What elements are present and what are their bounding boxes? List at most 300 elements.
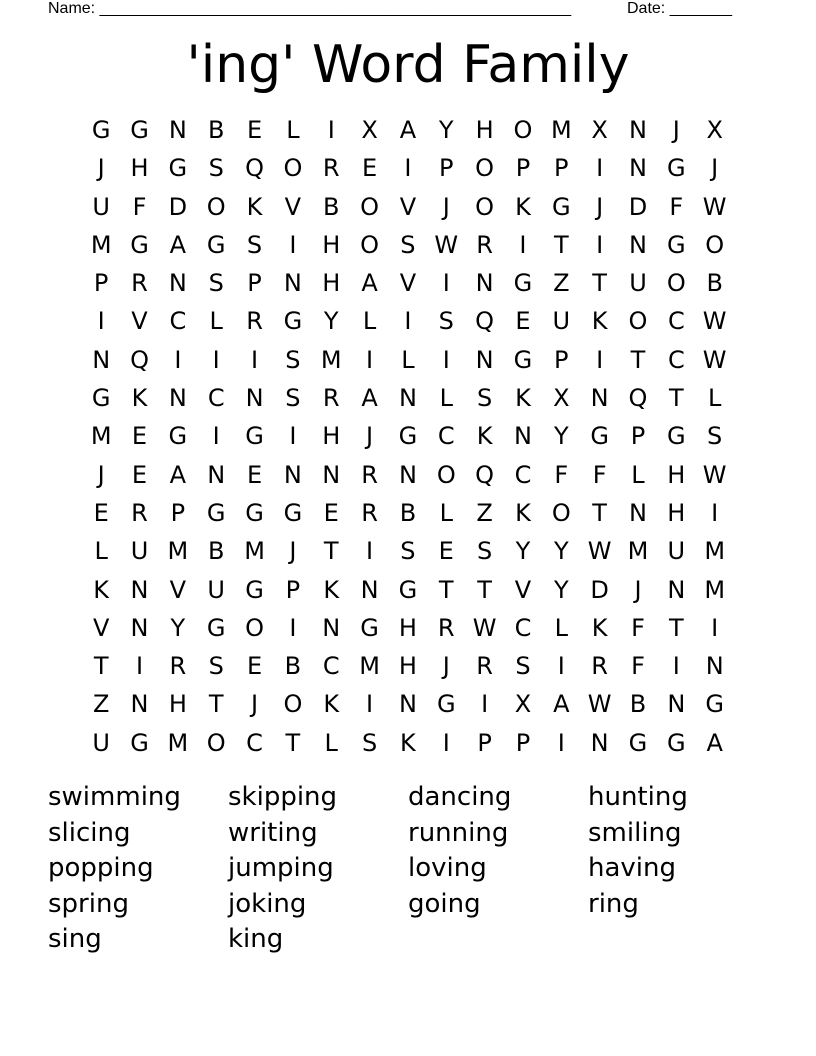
name-field-label: Name: _____________________________________________________ (48, 0, 572, 17)
grid-letter: Y (170, 613, 186, 642)
grid-letter: G (436, 690, 456, 719)
grid-letter: T (208, 690, 224, 719)
grid-letter: G (91, 384, 111, 413)
grid-letter: I (442, 269, 450, 298)
grid-letter: U (207, 575, 225, 604)
grid-letter: X (553, 384, 570, 413)
grid-letter: I (481, 690, 489, 719)
grid-letter: G (667, 728, 686, 757)
grid-letter: N (667, 575, 686, 604)
grid-letter: F (631, 652, 645, 681)
grid-letter: I (97, 307, 105, 336)
grid-letter: I (289, 613, 297, 642)
grid-letter: B (323, 192, 340, 221)
grid-letter: A (553, 690, 570, 719)
grid-letter: G (206, 498, 226, 527)
grid-letter: O (206, 192, 226, 221)
grid-letter: M (167, 537, 189, 566)
grid-letter: S (285, 384, 301, 413)
grid-letter: N (705, 652, 724, 681)
grid-letter: O (628, 307, 648, 336)
grid-letter: B (207, 116, 225, 144)
grid-letter: I (442, 345, 450, 374)
grid-letter: N (168, 116, 187, 144)
grid-letter: H (667, 498, 686, 527)
grid-letter: D (628, 192, 648, 221)
date-field-label: Date: _______ (627, 0, 732, 17)
grid-letter: U (629, 269, 647, 298)
grid-letter: L (554, 613, 568, 642)
grid-letter: R (361, 498, 378, 527)
grid-letter: Y (553, 575, 569, 604)
grid-letter: F (631, 613, 645, 642)
grid-letter: B (706, 269, 723, 298)
grid-letter: J (711, 154, 719, 183)
grid-letter: G (551, 192, 571, 221)
grid-letter: N (360, 575, 379, 604)
grid-letter: N (130, 575, 149, 604)
grid-letter: U (667, 537, 686, 566)
grid-letter: G (283, 498, 303, 527)
grid-letter: H (475, 116, 494, 144)
grid-letter: N (130, 690, 149, 719)
grid-letter: W (702, 345, 727, 374)
grid-letter: N (245, 384, 264, 413)
grid-letter: W (587, 690, 612, 719)
word-list-item: jumping (228, 853, 334, 884)
word-list-item: running (408, 817, 509, 848)
grid-letter: R (131, 269, 148, 298)
grid-letter: G (667, 154, 686, 183)
grid-letter: B (284, 652, 302, 681)
grid-letter: U (92, 192, 110, 221)
grid-letter: K (515, 384, 531, 413)
grid-letter: I (174, 345, 182, 374)
grid-letter: G (130, 230, 149, 259)
grid-letter: C (322, 652, 340, 681)
grid-letter: V (284, 192, 302, 221)
grid-letter: V (131, 307, 148, 336)
grid-letter: Z (476, 498, 493, 527)
grid-letter: C (207, 384, 225, 413)
grid-letter: E (438, 537, 454, 566)
grid-letter: W (472, 613, 497, 642)
grid-letter: L (631, 460, 645, 489)
grid-letter: L (362, 307, 377, 336)
grid-letter: L (209, 307, 223, 336)
grid-letter: L (94, 537, 108, 566)
grid-letter: N (283, 269, 302, 298)
word-list (48, 780, 788, 958)
grid-letter: R (169, 652, 187, 681)
grid-letter: N (168, 269, 187, 298)
grid-letter: S (515, 652, 531, 681)
grid-letter: K (591, 307, 608, 336)
grid-letter: O (666, 269, 686, 298)
grid-letter: S (285, 345, 301, 374)
grid-letter: D (590, 575, 609, 604)
grid-letter: J (634, 575, 642, 604)
grid-letter: P (554, 154, 569, 183)
grid-letter: H (168, 690, 187, 719)
grid-letter: M (550, 116, 572, 144)
grid-letter: K (400, 728, 416, 757)
grid-letter: S (246, 230, 263, 259)
worksheet-header (48, 0, 748, 20)
grid-letter: B (629, 690, 647, 719)
grid-letter: O (705, 230, 725, 259)
grid-letter: C (437, 422, 455, 451)
grid-letter: O (206, 728, 226, 757)
grid-letter: S (208, 154, 224, 183)
grid-letter: L (401, 345, 415, 374)
grid-letter: N (398, 460, 417, 489)
word-list-item: sing (48, 924, 102, 955)
grid-letter: G (667, 230, 686, 259)
grid-letter: O (436, 460, 456, 489)
grid-letter: J (97, 460, 105, 489)
grid-letter: X (706, 116, 723, 144)
grid-letter: M (627, 537, 649, 566)
grid-letter: K (93, 575, 110, 604)
grid-letter: N (590, 728, 609, 757)
grid-letter: M (320, 345, 342, 374)
grid-letter: K (323, 690, 340, 719)
grid-letter: N (475, 345, 494, 374)
grid-letter: J (596, 192, 604, 221)
grid-letter: K (246, 192, 263, 221)
grid-letter: P (285, 575, 301, 604)
grid-letter: F (554, 460, 569, 489)
grid-letter: N (322, 460, 341, 489)
grid-letter: T (553, 230, 569, 259)
grid-letter: N (207, 460, 226, 489)
grid-letter: A (169, 230, 187, 259)
grid-letter: S (476, 537, 493, 566)
grid-letter: T (93, 652, 109, 681)
grid-letter: H (667, 460, 686, 489)
grid-letter: J (442, 192, 450, 221)
grid-letter: N (629, 116, 647, 144)
grid-letter: P (477, 728, 492, 757)
grid-letter: A (361, 384, 378, 413)
grid-letter: I (135, 652, 144, 681)
grid-letter: W (702, 307, 727, 336)
grid-letter: G (283, 307, 303, 336)
grid-letter: H (398, 613, 417, 642)
grid-letter: Q (475, 307, 495, 336)
grid-letter: N (92, 345, 111, 374)
word-list-item: going (408, 888, 481, 919)
grid-letter: R (131, 498, 148, 527)
grid-letter: V (514, 575, 532, 604)
grid-letter: H (322, 230, 341, 259)
grid-letter: I (711, 613, 719, 642)
word-list-item: slicing (48, 817, 131, 848)
grid-letter: O (513, 116, 533, 144)
grid-letter: Q (628, 384, 648, 413)
grid-letter: P (439, 154, 454, 183)
grid-letter: N (629, 154, 647, 183)
grid-letter: J (251, 690, 259, 719)
grid-letter: P (247, 269, 262, 298)
grid-letter: C (169, 307, 187, 336)
grid-letter: I (289, 422, 297, 451)
grid-letter: M (90, 230, 112, 259)
grid-letter: I (366, 537, 374, 566)
grid-letter: N (629, 498, 647, 527)
grid-letter: G (398, 575, 418, 604)
grid-letter: P (515, 728, 531, 757)
grid-letter: H (130, 154, 149, 183)
grid-letter: G (245, 422, 264, 451)
word-list-item: swimming (48, 782, 181, 812)
grid-letter: F (132, 192, 147, 221)
word-list-item: joking (228, 888, 307, 919)
word-list-item: smiling (588, 817, 682, 848)
grid-letter: U (552, 307, 571, 336)
grid-letter: R (437, 613, 455, 642)
grid-letter: T (285, 728, 301, 757)
grid-letter: R (246, 307, 263, 336)
grid-letter: B (207, 537, 225, 566)
grid-letter: S (438, 307, 454, 336)
grid-letter: L (439, 498, 453, 527)
grid-letter: T (477, 575, 492, 604)
word-list-item: having (588, 853, 677, 884)
grid-letter: O (283, 154, 303, 183)
grid-letter: K (323, 575, 340, 604)
grid-letter: J (442, 652, 450, 681)
grid-letter: Y (515, 537, 531, 566)
grid-letter: E (131, 460, 148, 489)
grid-letter: P (515, 154, 531, 183)
grid-letter: I (557, 652, 565, 681)
grid-letter: W (434, 230, 459, 259)
grid-letter: V (399, 192, 417, 221)
grid-letter: G (628, 728, 648, 757)
grid-letter: M (167, 728, 189, 757)
grid-letter: W (702, 192, 727, 221)
grid-letter: R (476, 652, 493, 681)
grid-letter: R (322, 384, 340, 413)
grid-letter: A (706, 728, 723, 757)
grid-letter: E (131, 422, 148, 451)
grid-letter: I (289, 230, 297, 259)
grid-letter: I (366, 345, 374, 374)
grid-letter: T (592, 269, 607, 298)
grid-letter: I (557, 728, 565, 757)
word-list-item: spring (48, 888, 129, 919)
grid-letter: G (91, 116, 111, 144)
grid-letter: I (596, 154, 604, 183)
grid-letter: K (591, 613, 608, 642)
grid-letter: S (208, 269, 224, 298)
grid-letter: U (92, 728, 110, 757)
grid-letter: U (130, 537, 149, 566)
grid-letter: B (399, 498, 417, 527)
grid-letter: Q (475, 460, 495, 489)
grid-letter: A (399, 116, 417, 144)
grid-letter: N (667, 690, 686, 719)
grid-letter: P (630, 422, 646, 451)
grid-letter: H (322, 422, 341, 451)
word-list-item: ring (588, 888, 639, 919)
grid-letter: Y (553, 422, 569, 451)
grid-letter: X (361, 116, 378, 144)
grid-letter: V (399, 269, 417, 298)
grid-letter: G (130, 116, 149, 144)
grid-letter: N (629, 230, 647, 259)
grid-letter: E (246, 652, 263, 681)
grid-letter: J (97, 154, 105, 183)
grid-letter: V (169, 575, 187, 604)
grid-letter: G (705, 690, 724, 719)
grid-letter: N (322, 613, 341, 642)
grid-letter: E (515, 307, 531, 336)
grid-letter: Q (130, 345, 149, 374)
grid-letter: V (92, 613, 110, 642)
word-list-item: popping (48, 853, 154, 884)
grid-letter: M (244, 537, 265, 566)
grid-letter: R (322, 154, 340, 183)
grid-letter: O (360, 230, 380, 259)
grid-letter: M (359, 652, 380, 681)
grid-letter: G (513, 269, 533, 298)
grid-letter: N (590, 384, 609, 413)
grid-letter: L (439, 384, 453, 413)
grid-letter: G (206, 613, 226, 642)
grid-letter: P (554, 345, 569, 374)
grid-letter: M (704, 537, 726, 566)
grid-letter: O (551, 498, 571, 527)
grid-letter: T (630, 345, 646, 374)
grid-letter: I (327, 116, 335, 144)
grid-letter: J (366, 422, 374, 451)
grid-letter: Y (553, 537, 569, 566)
grid-letter: S (476, 384, 493, 413)
grid-letter: Z (92, 690, 110, 719)
grid-letter: G (245, 575, 264, 604)
grid-letter: R (476, 230, 493, 259)
grid-letter: J (289, 537, 297, 566)
grid-letter: S (400, 230, 416, 259)
grid-letter: D (168, 192, 188, 221)
grid-letter: I (366, 690, 374, 719)
grid-letter: S (361, 728, 378, 757)
grid-letter: E (361, 154, 378, 183)
grid-letter: I (672, 652, 680, 681)
grid-letter: E (323, 498, 339, 527)
grid-letter: I (519, 230, 527, 259)
word-list-item: skipping (228, 782, 338, 812)
grid-letter: I (404, 154, 412, 183)
grid-letter: Y (438, 116, 454, 144)
grid-letter: I (711, 498, 719, 527)
grid-letter: X (514, 690, 532, 719)
grid-letter: L (324, 728, 338, 757)
grid-letter: G (398, 422, 418, 451)
grid-letter: L (707, 384, 722, 413)
word-list-item: hunting (588, 782, 688, 812)
grid-letter: R (361, 460, 378, 489)
grid-letter: I (212, 345, 220, 374)
grid-letter: K (476, 422, 493, 451)
grid-letter: Y (323, 307, 339, 336)
grid-letter: N (475, 269, 494, 298)
grid-letter: A (361, 269, 378, 298)
grid-letter: L (286, 116, 300, 144)
grid-letter: G (130, 728, 149, 757)
grid-letter: F (592, 460, 607, 489)
grid-letter: P (170, 498, 186, 527)
grid-letter: G (360, 613, 379, 642)
grid-letter: O (475, 192, 495, 221)
grid-letter: C (667, 307, 685, 336)
grid-letter: Q (245, 154, 264, 183)
grid-letter: O (360, 192, 380, 221)
grid-letter: M (90, 422, 112, 451)
grid-letter: W (702, 460, 727, 489)
grid-letter: I (596, 230, 604, 259)
word-list-item: writing (228, 817, 318, 848)
grid-letter: I (596, 345, 604, 374)
word-list-item: king (228, 924, 284, 955)
grid-letter: N (398, 690, 417, 719)
grid-letter: I (442, 728, 450, 757)
grid-letter: R (591, 652, 608, 681)
word-list-item: dancing (408, 782, 512, 812)
grid-letter: E (93, 498, 109, 527)
grid-letter: N (513, 422, 532, 451)
grid-letter: F (669, 192, 684, 221)
grid-letter: E (246, 116, 263, 144)
grid-letter: C (246, 728, 263, 757)
grid-letter: C (514, 613, 532, 642)
grid-letter: E (246, 460, 263, 489)
grid-letter: K (515, 192, 531, 221)
grid-letter: P (93, 269, 109, 298)
grid-letter: O (283, 690, 303, 719)
grid-letter: K (515, 498, 531, 527)
grid-letter: N (130, 613, 149, 642)
grid-letter: A (169, 460, 187, 489)
grid-letter: I (251, 345, 259, 374)
grid-letter: I (212, 422, 220, 451)
grid-letter: G (667, 422, 686, 451)
grid-letter: X (591, 116, 608, 144)
grid-letter: J (672, 116, 680, 144)
grid-letter: W (587, 537, 612, 566)
grid-letter: C (514, 460, 532, 489)
grid-letter: N (168, 384, 187, 413)
grid-letter: I (404, 307, 412, 336)
grid-letter: O (475, 154, 495, 183)
grid-letter: N (283, 460, 302, 489)
grid-letter: G (168, 422, 188, 451)
grid-letter: N (398, 384, 417, 413)
grid-letter: K (131, 384, 148, 413)
grid-letter: T (668, 384, 684, 413)
grid-letter: O (245, 613, 264, 642)
grid-letter: T (592, 498, 607, 527)
page-title: 'ing' Word Family (186, 35, 630, 95)
word-list-item: loving (408, 853, 487, 884)
grid-letter: G (168, 154, 188, 183)
grid-letter: T (668, 613, 684, 642)
grid-letter: H (322, 269, 341, 298)
grid-letter: M (704, 575, 726, 604)
